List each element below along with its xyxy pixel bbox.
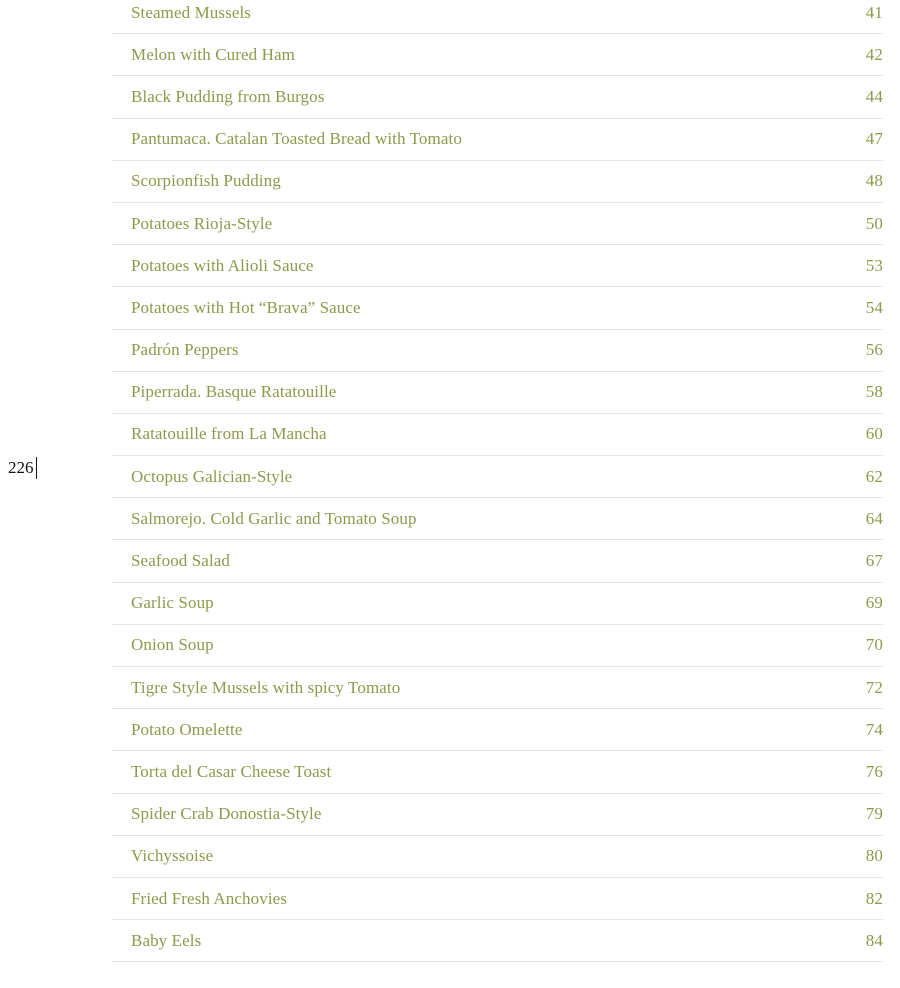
- toc-entry-title: Potatoes with Alioli Sauce: [131, 255, 314, 275]
- toc-entry[interactable]: [112, 498, 883, 540]
- toc-entry-page: 48: [865, 171, 883, 191]
- toc-entry-title: Black Pudding from Burgos: [131, 86, 325, 106]
- toc-entry-page: 41: [865, 2, 883, 22]
- toc-entry-title: Garlic Soup: [131, 593, 214, 613]
- toc-entry-page: 72: [865, 677, 883, 697]
- toc-entry[interactable]: [112, 920, 883, 962]
- toc-entry[interactable]: [112, 456, 883, 498]
- toc-entry[interactable]: [112, 203, 883, 245]
- toc-entry-page: 82: [865, 888, 883, 908]
- toc-entry[interactable]: [112, 878, 883, 920]
- toc-entry-title: Ratatouille from La Mancha: [131, 424, 327, 444]
- toc-entry-page: 74: [865, 719, 883, 739]
- toc-entry-title: Piperrada. Basque Ratatouille: [131, 382, 337, 402]
- toc-entry[interactable]: [112, 161, 883, 203]
- toc-entry-title: Octopus Galician-Style: [131, 466, 293, 486]
- toc-entry-page: 53: [865, 255, 883, 275]
- toc-entry-title: Fried Fresh Anchovies: [131, 888, 288, 908]
- toc-entry[interactable]: [112, 583, 883, 625]
- toc-entry[interactable]: [112, 667, 883, 709]
- toc-entry-page: 62: [865, 466, 883, 486]
- toc-entry-page: 84: [865, 930, 883, 950]
- toc-entry-title: Melon with Cured Ham: [131, 44, 295, 64]
- toc-entry[interactable]: [112, 372, 883, 414]
- toc-entry-page: 67: [865, 551, 883, 571]
- toc-entry-page: 69: [865, 593, 883, 613]
- toc-entry-title: Potatoes with Hot “Brava” Sauce: [131, 297, 361, 317]
- toc-entry-title: Padrón Peppers: [131, 340, 239, 360]
- toc-entry-title: Baby Eels: [131, 930, 202, 950]
- toc-entry[interactable]: [112, 540, 883, 582]
- toc-entry[interactable]: [112, 34, 883, 76]
- toc-entry[interactable]: [112, 625, 883, 667]
- toc-entry-title: Spider Crab Donostia-Style: [131, 804, 322, 824]
- toc-entry-title: Steamed Mussels: [131, 2, 252, 22]
- toc-entry-title: Salmorejo. Cold Garlic and Tomato Soup: [131, 508, 417, 528]
- toc-entry[interactable]: [112, 330, 883, 372]
- toc-entry-page: 44: [865, 86, 883, 106]
- toc-entry[interactable]: [112, 709, 883, 751]
- toc-entry-page: 76: [865, 761, 883, 781]
- toc-entry-title: Onion Soup: [131, 635, 214, 655]
- toc-entry[interactable]: [112, 414, 883, 456]
- toc-entry-page: 50: [865, 213, 883, 233]
- toc-entry-title: Potatoes Rioja-Style: [131, 213, 273, 233]
- toc-entry-title: Seafood Salad: [131, 551, 231, 571]
- toc-entry[interactable]: [112, 287, 883, 329]
- toc-entry-page: 54: [865, 297, 883, 317]
- toc-entry[interactable]: [112, 794, 883, 836]
- toc-entry-title: Pantumaca. Catalan Toasted Bread with Tomato: [131, 129, 462, 149]
- toc-entry[interactable]: [112, 836, 883, 878]
- toc-entry-title: Tigre Style Mussels with spicy Tomato: [131, 677, 401, 697]
- page-number: 226: [8, 457, 37, 479]
- toc-entry[interactable]: [112, 76, 883, 118]
- toc-entry-title: Vichyssoise: [131, 846, 214, 866]
- toc-entry[interactable]: [112, 751, 883, 793]
- toc-entry-page: 60: [865, 424, 883, 444]
- toc-entry[interactable]: [112, 0, 883, 34]
- toc-entry-page: 79: [865, 804, 883, 824]
- toc-entry-page: 42: [865, 44, 883, 64]
- toc-entry-title: Potato Omelette: [131, 719, 243, 739]
- table-of-contents: [112, 0, 883, 962]
- toc-entry-title: Scorpionfish Pudding: [131, 171, 281, 191]
- toc-entry-page: 80: [865, 846, 883, 866]
- toc-entry[interactable]: [112, 119, 883, 161]
- toc-entry-page: 56: [865, 340, 883, 360]
- toc-entry[interactable]: [112, 245, 883, 287]
- toc-entry-page: 64: [865, 508, 883, 528]
- toc-entry-page: 47: [865, 129, 883, 149]
- toc-entry-title: Torta del Casar Cheese Toast: [131, 761, 332, 781]
- toc-entry-page: 58: [865, 382, 883, 402]
- toc-entry-page: 70: [865, 635, 883, 655]
